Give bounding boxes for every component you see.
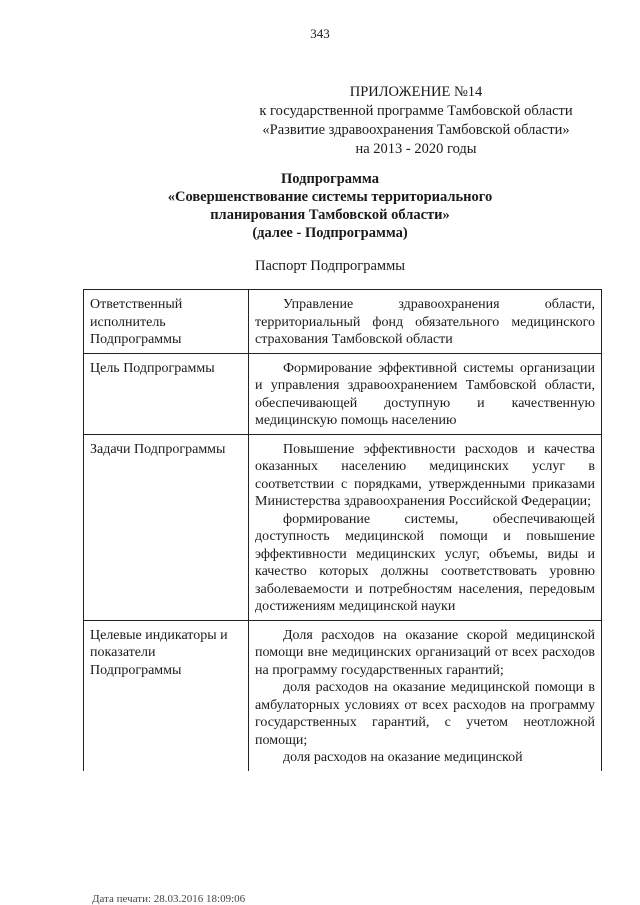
appendix-line-1: к государственной программе Тамбовской области	[259, 103, 573, 119]
appendix-title: ПРИЛОЖЕНИЕ №14	[349, 84, 483, 100]
row-value	[249, 620, 602, 771]
row-paragraph: Формирование эффективной системы организации и управления здравоохранением Тамбовской области, обеспечивающей доступную и качественную медицинскую помощь населению	[255, 360, 595, 428]
row-value	[249, 290, 602, 354]
passport-title: Паспорт Подпрограммы	[254, 258, 406, 274]
subprogram-heading	[60, 170, 600, 242]
row-paragraph: доля расходов на оказание медицинской	[283, 750, 523, 765]
passport-table	[83, 289, 602, 771]
row-label: Задачи Подпрограммы	[84, 434, 249, 620]
appendix-line-2: «Развитие здравоохранения Тамбовской области»	[262, 122, 570, 138]
print-date-footer: Дата печати: 28.03.2016 18:09:06	[92, 893, 246, 905]
table-row	[84, 434, 602, 620]
row-value	[249, 434, 602, 620]
subprogram-line-1: Подпрограмма	[281, 171, 379, 187]
table-row	[84, 620, 602, 771]
row-value	[249, 353, 602, 434]
table-row	[84, 290, 602, 354]
appendix-line-3: на 2013 - 2020 годы	[355, 141, 477, 157]
appendix-header	[230, 83, 602, 159]
page-number: 343	[310, 26, 330, 41]
row-paragraph: Доля расходов на оказание скорой медицинской помощи вне медицинских организаций от всех расходов на программу государственных гарантий;	[255, 627, 595, 678]
row-label: Целевые индикаторы и показатели Подпрограммы	[84, 620, 249, 771]
row-paragraph: Управление здравоохранения области, территориальный фонд обязательного медицинского страхования Тамбовской области	[255, 297, 595, 347]
subprogram-line-4: (далее - Подпрограмма)	[252, 225, 408, 241]
row-label: Цель Подпрограммы	[84, 353, 249, 434]
row-paragraph: формирование системы, обеспечивающей доступность медицинской помощи и повышение эффективности медицинских услуг, объемы, виды и качество которых должны соответствовать уровню заболеваемости и потребностям населения, передовым достижениям медицинской науки	[255, 511, 595, 614]
subprogram-line-3: планирования Тамбовской области»	[210, 207, 450, 223]
row-label: Ответственный исполнитель Подпрограммы	[84, 290, 249, 354]
row-paragraph: Повышение эффективности расходов и качества оказанных населению медицинских услуг в соответствии с порядками, утвержденными приказами Министерства здравоохранения Российской Федерации;	[255, 441, 595, 509]
subprogram-line-2: «Совершенствование системы территориального	[167, 189, 493, 205]
row-paragraph: доля расходов на оказание медицинской помощи в амбулаторных условиях от всех расходов на программу государственных гарантий, с учетом неотложной помощи;	[255, 680, 595, 748]
table-row	[84, 353, 602, 434]
